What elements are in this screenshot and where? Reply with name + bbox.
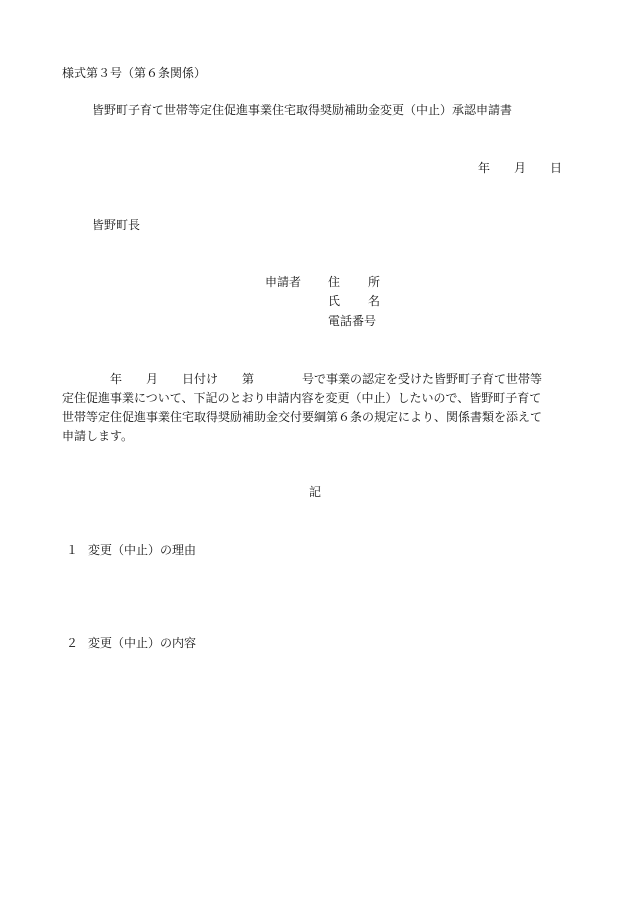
date-line (478, 162, 562, 174)
date-year: 年 (478, 161, 491, 175)
document-title: 皆野町子育て世帯等定住促進事業住宅取得奨励補助金変更（中止）承認申請書 (92, 103, 513, 117)
form-number: 様式第３号（第６条関係） (62, 66, 207, 80)
addressee: 皆野町長 (92, 218, 141, 232)
body-line-2: 定住促進事業について、下記のとおり申請内容を変更（中止）したいので、皆野町子育て (62, 391, 542, 405)
body-line-1: 年 月 日付け 第 号で事業の認定を受けた皆野町子育て世帯等 (62, 372, 543, 386)
applicant-name-label (328, 295, 380, 307)
name-char-2: 名 (368, 294, 381, 308)
applicant-address-label (328, 276, 380, 288)
name-char-1: 氏 (328, 294, 341, 308)
application-body (62, 370, 570, 446)
item-number: ２ (66, 636, 79, 650)
address-char-2: 所 (368, 275, 381, 289)
body-line-3: 世帯等定住促進事業住宅取得奨励補助金交付要綱第６条の規定により、関係書類を添えて (62, 410, 543, 424)
address-char-1: 住 (328, 275, 341, 289)
item-label: 変更（中止）の内容 (88, 636, 197, 650)
applicant-label: 申請者 (265, 275, 302, 289)
date-month: 月 (514, 161, 527, 175)
item-change-content (66, 637, 196, 649)
applicant-phone-label: 電話番号 (328, 314, 377, 328)
body-line-4: 申請します。 (62, 429, 134, 443)
item-label: 変更（中止）の理由 (88, 543, 197, 557)
date-day: 日 (550, 161, 563, 175)
ki-heading: 記 (309, 485, 322, 499)
item-change-reason (66, 544, 196, 556)
item-number: １ (66, 543, 79, 557)
